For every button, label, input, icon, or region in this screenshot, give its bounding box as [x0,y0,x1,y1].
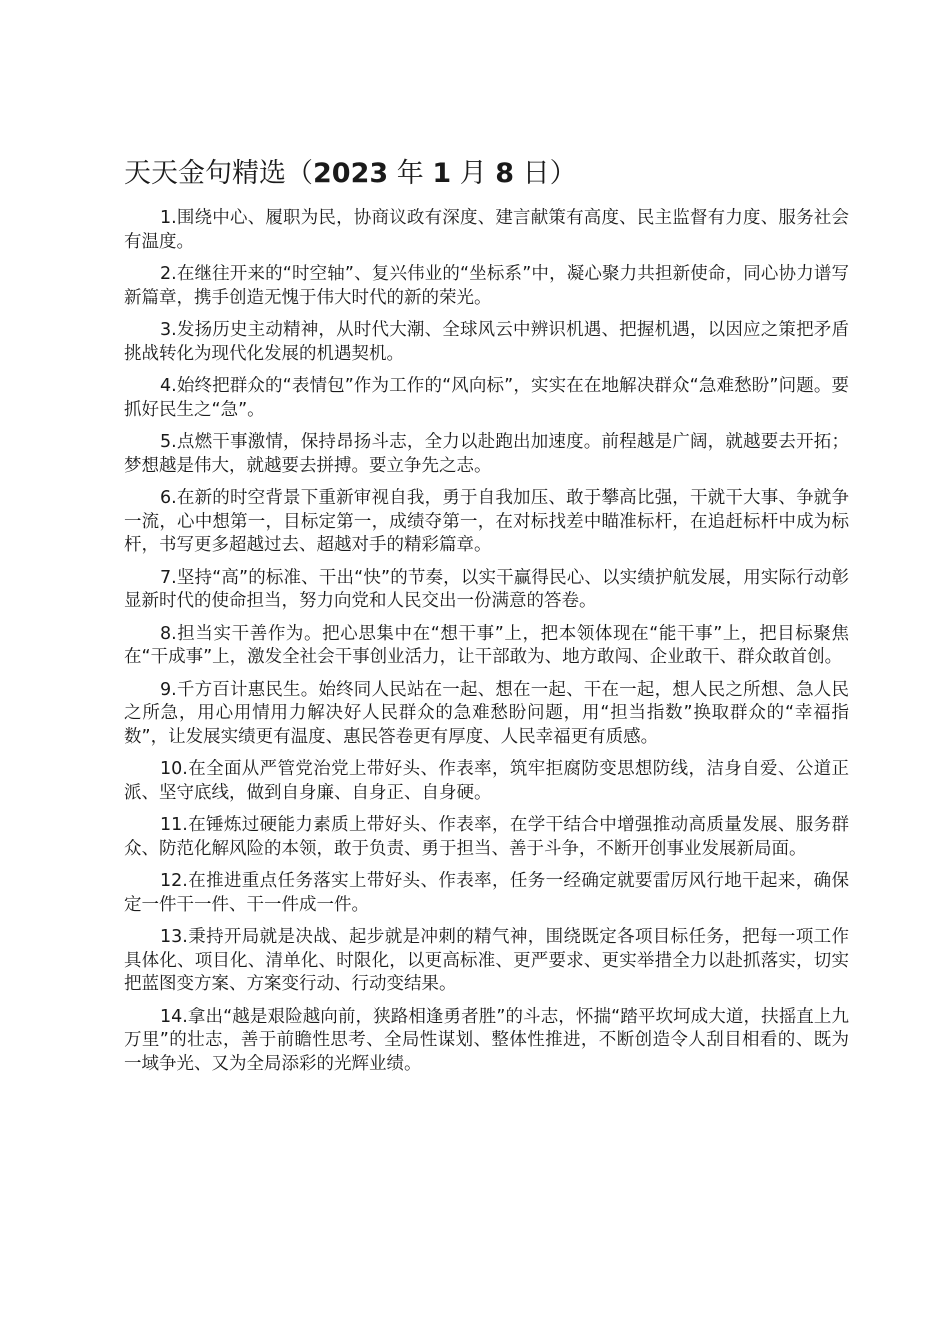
title-sep-year: 年 [388,158,433,189]
paragraph: 9.千方百计惠民生。始终同人民站在一起、想在一起、干在一起，想人民之所想、急人民之所急，用心用情用力解决好人民群众的急难愁盼问题，用“担当指数”换取群众的“幸福指数”，让发展实绩更有温度、惠民答卷更有厚度、人民幸福更有质感。 [124,679,849,747]
paragraph: 5.点燃干事激情，保持昂扬斗志，全力以赴跑出加速度。前程越是广阔，就越要去开拓；梦想越是伟大，就越要去拼搏。要立争先之志。 [124,432,849,476]
title-suffix: 日） [514,158,577,189]
paragraph: 1.围绕中心、履职为民，协商议政有深度、建言献策有高度、民主监督有力度、服务社会有温度。 [124,208,849,252]
paragraph: 3.发扬历史主动精神，从时代大潮、全球风云中辨识机遇、把握机遇，以因应之策把矛盾挑战转化为现代化发展的机遇契机。 [124,320,849,364]
paragraph: 4.始终把群众的“表情包”作为工作的“风向标”，实实在在地解决群众“急难愁盼”问题。要抓好民生之“急”。 [124,376,849,420]
title-prefix: 天天金句精选（ [124,158,313,189]
paragraph: 12.在推进重点任务落实上带好头、作表率，任务一经确定就要雷厉风行地干起来，确保定一件干一件、干一件成一件。 [124,871,849,915]
title-sep-month: 月 [451,158,496,189]
paragraph: 6.在新的时空背景下重新审视自我，勇于自我加压、敢于攀高比强，干就干大事、争就争一流，心中想第一，目标定第一，成绩夺第一，在对标找差中瞄准标杆，在追赶标杆中成为标杆，书写更多超越过去、超越对手的精彩篇章。 [124,488,849,555]
document-body [124,207,849,1085]
title-month: 1 [432,158,452,189]
paragraph: 7.坚持“高”的标准、干出“快”的节奏，以实干赢得民心、以实绩护航发展，用实际行动彰显新时代的使命担当，努力向党和人民交出一份满意的答卷。 [124,567,849,611]
paragraph: 13.秉持开局就是决战、起步就是冲刺的精气神，围绕既定各项目标任务，把每一项工作具体化、项目化、清单化、时限化，以更高标准、更严要求、更实举措全力以赴抓落实，切实把蓝图变方案、方案变行动、行动变结果。 [124,927,849,994]
page-title [124,154,844,194]
title-day: 8 [495,158,515,189]
paragraph: 14.拿出“越是艰险越向前，狭路相逢勇者胜”的斗志，怀揣“踏平坎坷成大道，扶摇直上九万里”的壮志，善于前瞻性思考、全局性谋划、整体性推进，不断创造令人刮目相看的、既为一域争光、又为全局添彩的光辉业绩。 [124,1006,849,1074]
title-year: 2023 [313,158,389,189]
paragraph: 2.在继往开来的“时空轴”、复兴伟业的“坐标系”中，凝心聚力共担新使命，同心协力谱写新篇章，携手创造无愧于伟大时代的新的荣光。 [124,264,849,308]
paragraph: 8.担当实干善作为。把心思集中在“想干事”上，把本领体现在“能干事”上，把目标聚焦在“干成事”上，激发全社会干事创业活力，让干部敢为、地方敢闯、企业敢干、群众敢首创。 [124,623,849,667]
paragraph: 11.在锤炼过硬能力素质上带好头、作表率，在学干结合中增强推动高质量发展、服务群众、防范化解风险的本领，敢于负责、勇于担当、善于斗争，不断开创事业发展新局面。 [124,815,849,859]
paragraph: 10.在全面从严管党治党上带好头、作表率，筑牢拒腐防变思想防线，洁身自爱、公道正派、坚守底线，做到自身廉、自身正、自身硬。 [124,759,849,803]
